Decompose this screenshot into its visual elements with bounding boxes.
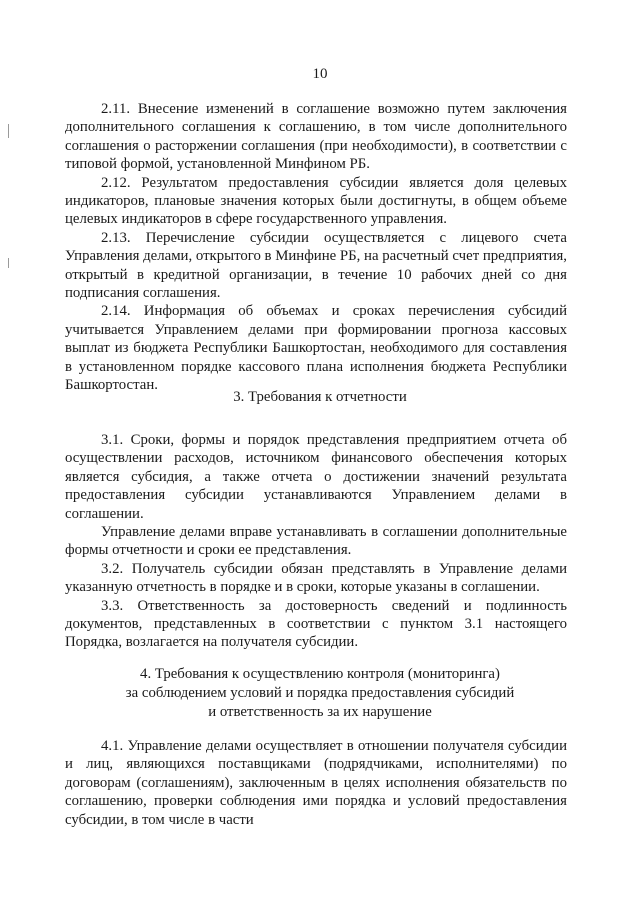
page-number: 10 bbox=[312, 66, 328, 82]
paragraph-2-13: 2.13. Перечисление субсидии осуществляется с лицевого счета Управления делами, открытого в Минфине РБ, на расчетный счет предприятия, открытый в кредитной организации, в течение 10 рабочих дней со дня подписания соглашения. bbox=[65, 229, 568, 302]
section2-continuation bbox=[65, 100, 567, 395]
section4-body bbox=[65, 737, 567, 829]
paragraph-3-1: 3.1. Сроки, формы и порядок представления предприятием отчета об осуществлении расходов, источником финансового обеспечения которых является субсидия, а также отчета о достижении значений результата предоставления субсидии устанавливаются Управлением делами в соглашении. bbox=[65, 432, 567, 522]
paragraph-3-3: 3.3. Ответственность за достоверность сведений и подлинность документов, представленных в соответствии с пунктом 3.1 настоящего Порядка, возлагается на получателя субсидии. bbox=[65, 597, 567, 651]
section4-heading-line: и ответственность за их нарушение bbox=[208, 704, 432, 720]
margin-scan-mark bbox=[8, 124, 9, 138]
section3-body bbox=[65, 431, 567, 652]
section4-heading-line: за соблюдением условий и порядка предоставления субсидий bbox=[125, 685, 515, 701]
margin-scan-mark bbox=[8, 258, 9, 268]
paragraph-2-11: 2.11. Внесение изменений в соглашение возможно путем заключения дополнительного соглашения к соглашению, в том числе дополнительного соглашения о расторжении соглашения (при необходимости), в соответствии с типовой формой, установленной Минфином РБ. bbox=[65, 101, 567, 173]
paragraph-3-1-addition: Управление делами вправе устанавливать в соглашении дополнительные формы отчетности и сроки ее представления. bbox=[65, 524, 567, 559]
paragraph-4-1: 4.1. Управление делами осуществляет в отношении получателя субсидии и лиц, являющихся поставщиками (подрядчиками, исполнителями) по договорам (соглашениям), заключенным в целях исполнения обязательств по соглашению, проверки соблюдения ими порядка и условий предоставления субсидии, в том числе в части bbox=[65, 738, 567, 828]
paragraph-3-2: 3.2. Получатель субсидии обязан представлять в Управление делами указанную отчетность в порядке и в сроки, которые указаны в соглашении. bbox=[65, 560, 567, 596]
section4-heading-line: 4. Требования к осуществлению контроля (мониторинга) bbox=[140, 666, 500, 682]
paragraph-2-12: 2.12. Результатом предоставления субсидии является доля целевых индикаторов, плановые значения которых были достигнуты, в общем объеме целевых индикаторов в сфере государственного управления. bbox=[65, 174, 567, 228]
section3-heading: 3. Требования к отчетности bbox=[233, 389, 407, 405]
section4-heading bbox=[0, 665, 640, 722]
paragraph-2-14: 2.14. Информация об объемах и сроках перечисления субсидий учитывается Управлением делами при формировании прогноза кассовых выплат из бюджета Республики Башкортостан, необходимого для составления в установленном порядке кассового плана исполнения бюджета Республики Башкортостан. bbox=[65, 303, 567, 394]
